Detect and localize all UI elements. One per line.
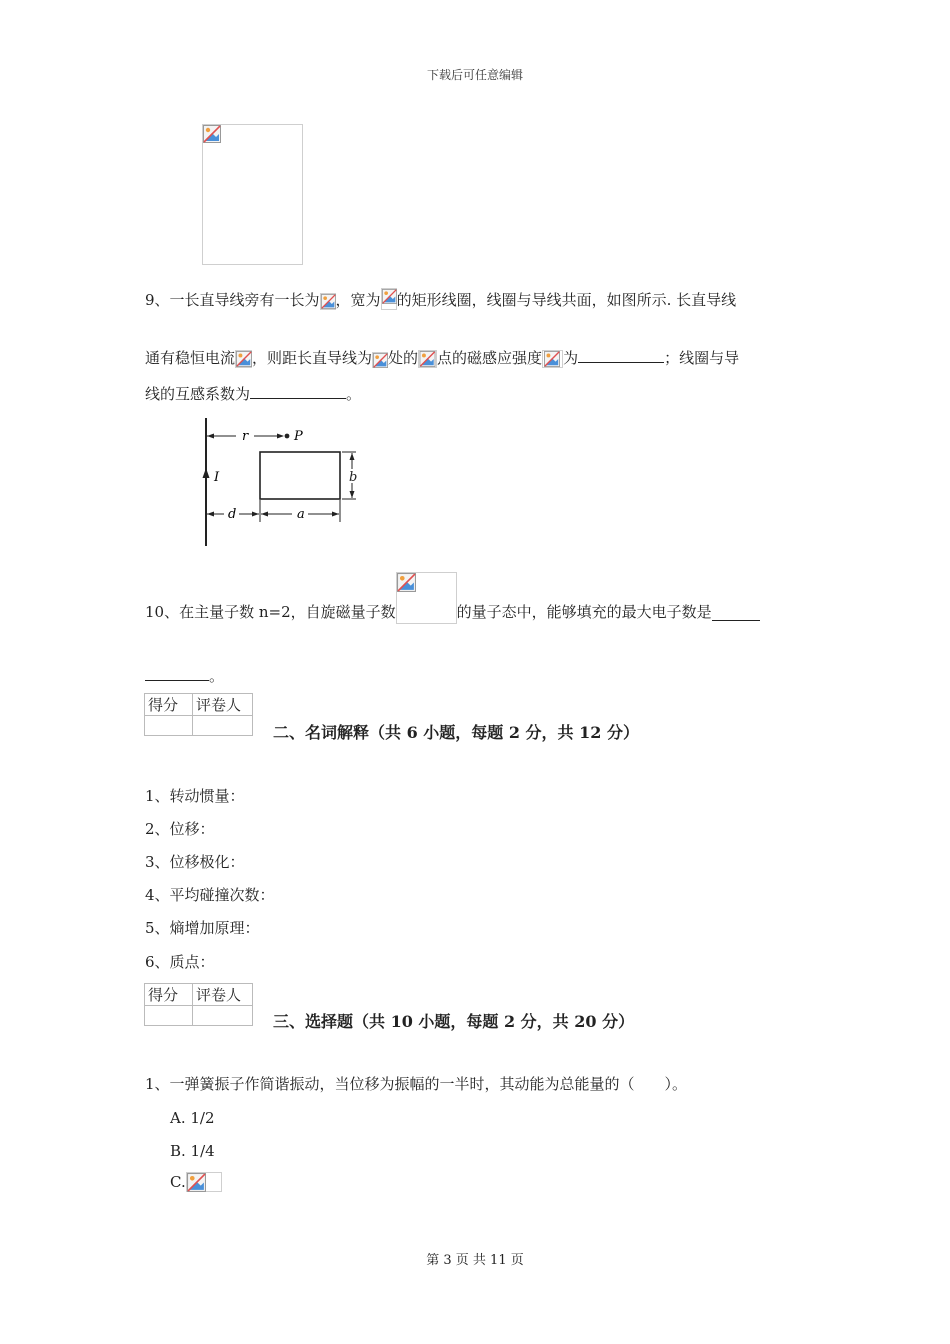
answer-blank[interactable]: [578, 348, 664, 363]
option-b: B. 1/4: [170, 1142, 215, 1160]
score-cell[interactable]: [145, 1006, 193, 1026]
inline-image: [542, 350, 563, 368]
image-placeholder: [202, 124, 303, 265]
answer-blank[interactable]: [712, 606, 760, 621]
score-table: [144, 693, 253, 736]
grader-cell[interactable]: [193, 1006, 253, 1026]
q10-line1: 10、在主量子数 n=2，自旋磁量子数 的量子态中，能够填充的最大电子数是: [145, 572, 760, 624]
broken-image-icon: [419, 351, 436, 367]
broken-image-icon: [203, 125, 221, 143]
inline-image: [396, 572, 457, 624]
grader-label: 评卷人: [193, 694, 253, 716]
arrow-head: [252, 512, 259, 517]
label-d: d: [228, 507, 237, 522]
q9-line1: 9、一长直导线旁有一长为 ，宽为 的矩形线圈，线圈与导线共面，如图所示. 长直导线: [145, 288, 736, 310]
label-a: a: [297, 507, 305, 522]
score-cell[interactable]: [145, 716, 193, 736]
answer-blank[interactable]: [145, 666, 209, 681]
broken-image-icon: [543, 351, 561, 367]
q10-line2: 。: [145, 666, 224, 686]
section2-item: 3、位移极化：: [145, 853, 245, 871]
section3-q1: 1、一弹簧振子作简谐振动，当位移为振幅的一半时，其动能为总能量的（ ）。: [145, 1075, 688, 1093]
section2-item: 2、位移：: [145, 820, 215, 838]
rectangular-loop: [260, 452, 340, 499]
arrow-head: [277, 434, 284, 439]
q9-line3: 线的互感系数为 。: [145, 385, 362, 403]
option-a: A. 1/2: [170, 1109, 215, 1127]
section2-title: 二、名词解释（共 6 小题，每题 2 分，共 12 分）: [273, 723, 639, 742]
option-c: C.: [170, 1172, 222, 1192]
broken-image-icon: [321, 294, 336, 309]
score-label: 得分: [145, 984, 193, 1006]
arrow-head: [207, 434, 214, 439]
broken-image-icon: [236, 351, 252, 367]
label-P: P: [294, 429, 303, 444]
point-P: [285, 434, 290, 439]
label-r: r: [242, 429, 249, 444]
grader-label: 评卷人: [193, 984, 253, 1006]
broken-image-icon: [397, 573, 416, 592]
inline-image: [320, 293, 336, 310]
section2-item: 1、转动惯量：: [145, 787, 245, 805]
arrow-head: [350, 491, 355, 498]
broken-image-icon: [373, 353, 388, 368]
label-I: I: [214, 470, 220, 485]
section2-item: 4、平均碰撞次数：: [145, 886, 275, 904]
arrow-head: [350, 453, 355, 460]
page-footer: 第 3 页 共 11 页: [426, 1253, 524, 1268]
broken-image-icon: [187, 1173, 206, 1192]
score-table: [144, 983, 253, 1026]
section3-title: 三、选择题（共 10 小题，每题 2 分，共 20 分）: [273, 1012, 635, 1031]
arrow-head: [332, 512, 339, 517]
arrow-head: [207, 512, 214, 517]
grader-cell[interactable]: [193, 716, 253, 736]
broken-image-icon: [382, 289, 397, 304]
label-b: b: [349, 470, 358, 485]
current-arrow: [203, 468, 210, 478]
arrow-head: [261, 512, 268, 517]
section2-item: 5、熵增加原理：: [145, 919, 260, 937]
q9-line2: 通有稳恒电流 ，则距长直导线为 处的 点的磁感应强度 为 ；线圈与导: [145, 349, 740, 367]
inline-image: [418, 350, 437, 368]
inline-image: [186, 1172, 222, 1192]
score-label: 得分: [145, 694, 193, 716]
inline-image: [235, 350, 252, 368]
answer-blank[interactable]: [250, 384, 346, 399]
inline-image: [381, 288, 397, 310]
section2-item: 6、质点：: [145, 953, 215, 971]
wire-loop-figure: [190, 414, 370, 550]
inline-image: [372, 352, 388, 368]
page-header: 下载后可任意编辑: [426, 68, 523, 82]
